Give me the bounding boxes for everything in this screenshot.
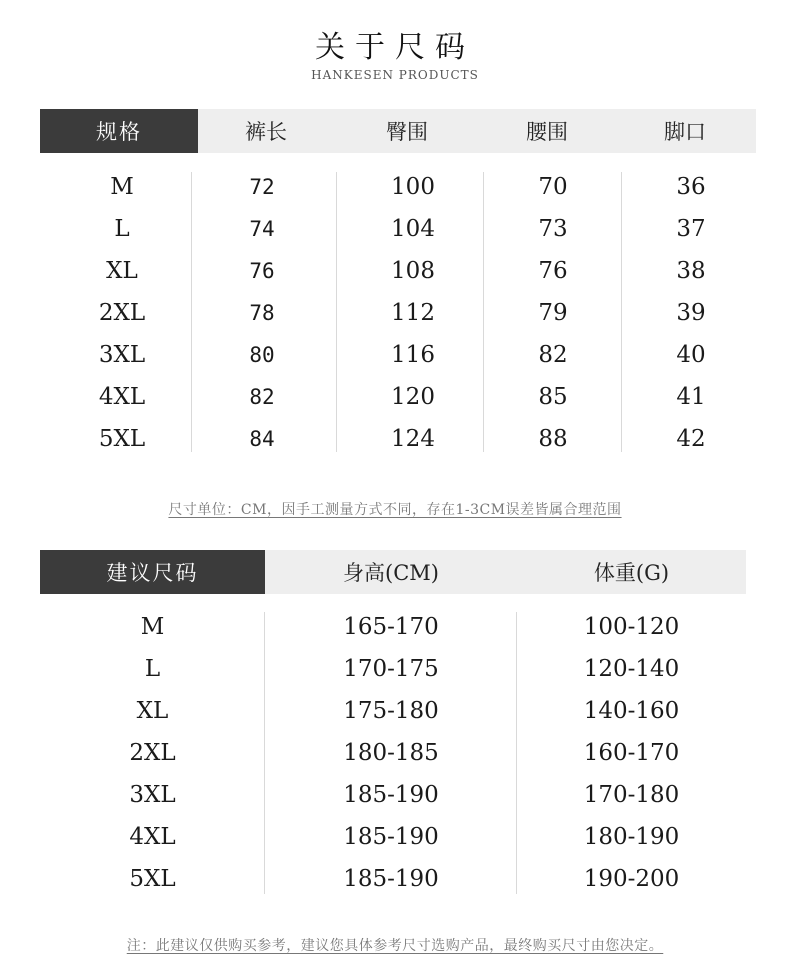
size-cell-spec: 4XL [98,384,146,410]
recommend-table-divider [264,612,265,894]
table-row [0,166,790,208]
size-table-divider [483,172,484,452]
recommend-cell-height: 185-190 [343,782,439,808]
recommend-cell-weight: 140-160 [583,698,680,724]
recommend-table-header-weight: 体重(G) [593,561,670,585]
size-cell-hem: 37 [676,216,706,242]
recommend-cell-size: 2XL [129,740,176,766]
recommend-cell-size: 3XL [129,782,176,808]
recommend-cell-height: 170-175 [343,656,439,682]
recommend-table-header [40,550,746,594]
size-cell-spec: XL [106,258,138,284]
table-row [0,858,790,900]
size-table-header-waist: 腰围 [526,120,568,144]
table-row [0,334,790,376]
size-table-header-length: 裤长 [245,120,287,144]
size-cell-spec: 5XL [98,426,146,452]
recommend-cell-size: XL [136,698,169,724]
recommend-cell-height: 185-190 [343,866,439,892]
size-cell-waist: 76 [538,258,568,284]
size-cell-hip: 108 [391,258,435,284]
table-row [0,376,790,418]
recommend-cell-weight: 100-120 [583,614,680,640]
table-row [0,208,790,250]
size-table-divider [336,172,337,452]
size-cell-waist: 85 [538,384,568,410]
size-cell-length: 84 [249,427,275,451]
size-cell-length: 82 [249,385,275,409]
table-row [0,418,790,460]
size-cell-spec: M [110,174,134,200]
size-cell-waist: 70 [538,174,568,200]
size-cell-hem: 36 [676,174,706,200]
size-cell-hem: 42 [676,426,706,452]
size-cell-hip: 104 [391,216,435,242]
table-row [0,648,790,690]
recommend-cell-height: 175-180 [343,698,439,724]
recommend-cell-weight: 180-190 [583,824,680,850]
size-cell-waist: 88 [538,426,568,452]
brand-subtitle: HANKESEN PRODUCTS [311,68,479,82]
recommend-cell-height: 165-170 [343,614,439,640]
table-row [0,250,790,292]
recommend-cell-size: 5XL [129,866,176,892]
size-table-header-hem: 脚口 [664,120,706,144]
recommend-cell-size: L [144,656,161,682]
table-row [0,774,790,816]
recommend-cell-height: 180-185 [343,740,439,766]
recommend-table-divider [516,612,517,894]
size-cell-spec: 2XL [98,300,146,326]
table-row [0,732,790,774]
page-title: 关于尺码 [315,30,475,65]
size-table-header [40,109,756,153]
size-cell-length: 74 [249,217,275,241]
size-cell-length: 80 [249,343,275,367]
size-cell-hem: 40 [676,342,706,368]
recommend-cell-weight: 190-200 [583,866,680,892]
size-cell-length: 78 [249,301,275,325]
size-unit-note-text: 尺寸单位：CM，因手工测量方式不同，存在1-3CM误差皆属合理范围 [168,502,622,518]
size-cell-hem: 39 [676,300,706,326]
size-cell-waist: 82 [538,342,568,368]
size-cell-length: 76 [249,259,275,283]
size-table-header-hip: 臀围 [386,120,428,144]
recommend-cell-weight: 120-140 [583,656,680,682]
recommend-table-header-height: 身高(CM) [343,561,439,585]
size-cell-waist: 73 [538,216,568,242]
size-table-header-spec: 规格 [40,109,198,153]
recommend-cell-height: 185-190 [343,824,439,850]
recommend-cell-size: 4XL [129,824,176,850]
size-cell-waist: 79 [538,300,568,326]
size-cell-spec: 3XL [98,342,146,368]
table-row [0,292,790,334]
size-cell-hip: 112 [391,300,435,326]
size-cell-spec: L [114,216,130,242]
disclaimer-note-text: 注：此建议仅供购买参考，建议您具体参考尺寸选购产品，最终购买尺寸由您决定。 [126,938,664,954]
size-table-divider [621,172,622,452]
recommend-cell-weight: 160-170 [583,740,680,766]
recommend-cell-weight: 170-180 [583,782,680,808]
table-row [0,816,790,858]
size-cell-hip: 120 [391,384,435,410]
size-cell-length: 72 [249,175,275,199]
size-cell-hip: 116 [391,342,435,368]
table-row [0,690,790,732]
table-row [0,606,790,648]
size-cell-hip: 124 [391,426,435,452]
recommend-table-header-size: 建议尺码 [40,550,265,594]
size-cell-hem: 38 [676,258,706,284]
recommend-cell-size: M [140,614,165,640]
size-table-divider [191,172,192,452]
size-cell-hem: 41 [676,384,706,410]
disclaimer-note [0,935,790,955]
size-cell-hip: 100 [391,174,435,200]
size-unit-note [0,499,790,519]
